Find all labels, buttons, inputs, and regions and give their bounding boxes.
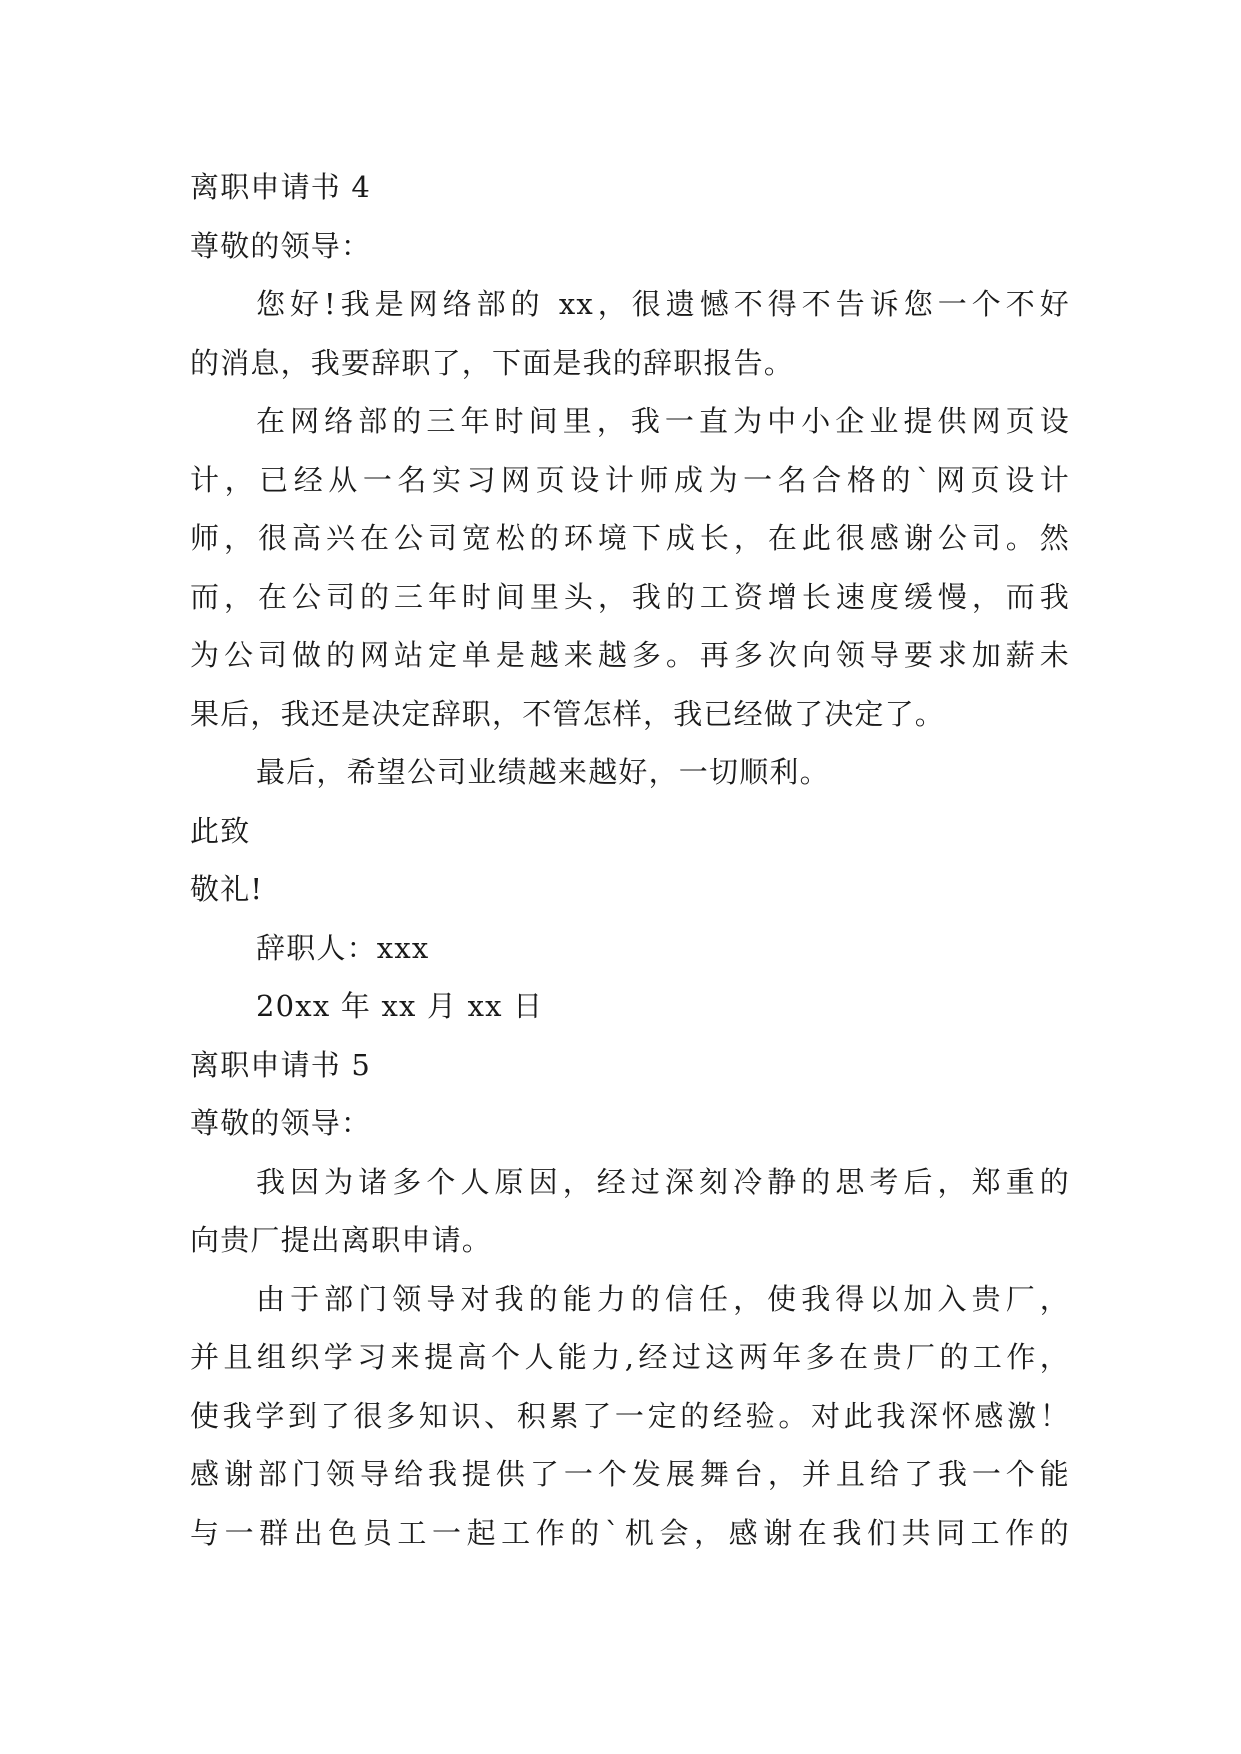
paragraph-line: 使我学到了很多知识、积累了一定的经验。对此我深怀感激！ (190, 1398, 1070, 1433)
letter-title: 离职申请书 4 (190, 170, 372, 204)
document-body (190, 158, 1070, 1562)
paragraph-line: 向贵厂提出离职申请。 (190, 1223, 493, 1257)
paragraph-line: 为公司做的网站定单是越来越多。再多次向领导要求加薪未 (190, 638, 1070, 672)
paragraph-line: 与一群出色员工一起工作的`机会，感谢在我们共同工作的 (190, 1515, 1070, 1550)
paragraph-line: 果后，我还是决定辞职，不管怎样，我已经做了决定了。 (190, 696, 946, 731)
paragraph-line: 在网络部的三年时间里，我一直为中小企业提供网页设 (256, 404, 1070, 438)
paragraph-line: 最后，希望公司业绩越来越好，一切顺利。 (256, 755, 830, 789)
closing-line: 此致 (190, 813, 251, 848)
paragraph-line: 计，已经从一名实习网页设计师成为一名合格的`网页设计 (190, 462, 1070, 497)
date: 20xx 年 xx 月 xx 日 (256, 989, 544, 1023)
paragraph-line: 您好!我是网络部的 xx，很遗憾不得不告诉您一个不好 (256, 287, 1070, 321)
paragraph-line: 感谢部门领导给我提供了一个发展舞台，并且给了我一个能 (190, 1457, 1070, 1491)
paragraph-line: 而，在公司的三年时间里头，我的工资增长速度缓慢，而我 (190, 579, 1070, 614)
salutation: 尊敬的领导： (190, 1106, 372, 1140)
paragraph-line: 并且组织学习来提高个人能力,经过这两年多在贵厂的工作， (190, 1340, 1070, 1374)
letter-title: 离职申请书 5 (190, 1047, 372, 1082)
salutation: 尊敬的领导： (190, 228, 372, 263)
closing-line: 敬礼! (190, 872, 264, 906)
signer: 辞职人：xxx (256, 930, 430, 965)
paragraph-line: 师，很高兴在公司宽松的环境下成长，在此很感谢公司。然 (190, 521, 1070, 555)
paragraph-line: 的消息，我要辞职了，下面是我的辞职报告。 (190, 345, 795, 380)
paragraph-line: 由于部门领导对我的能力的信任，使我得以加入贵厂， (256, 1281, 1070, 1316)
paragraph-line: 我因为诸多个人原因，经过深刻冷静的思考后，郑重的 (256, 1164, 1070, 1199)
